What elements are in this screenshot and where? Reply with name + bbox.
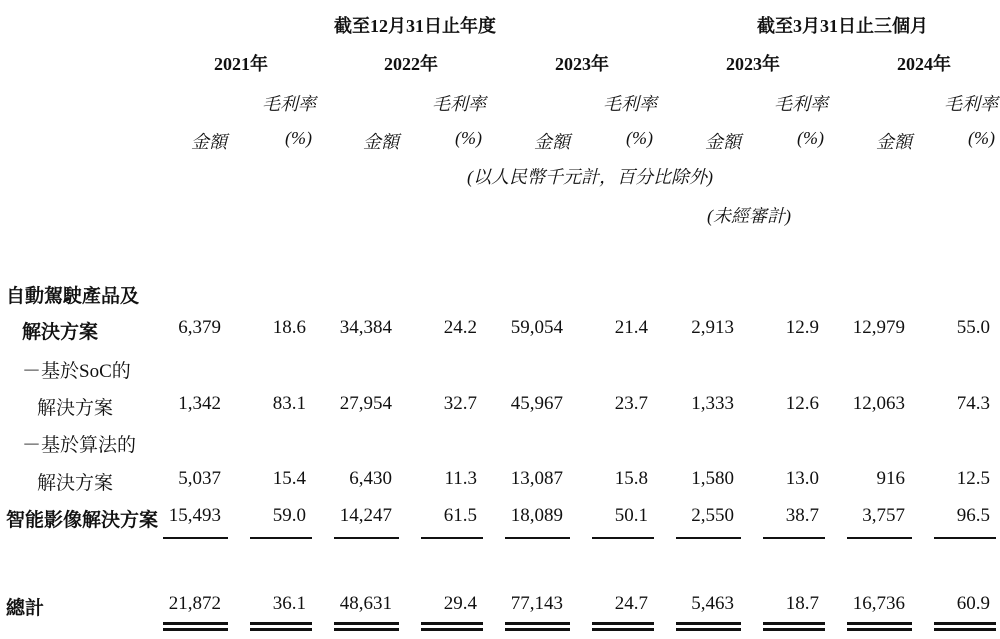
percent-header: (%) <box>797 128 824 148</box>
gross-margin-header: 毛利率 <box>432 94 486 114</box>
header-year-group: 截至12月31日止年度 <box>334 16 496 36</box>
total-double-rule <box>934 628 996 631</box>
amount-header: 金額 <box>191 132 227 152</box>
currency-note: (以人民幣千元計，百分比除外) <box>467 167 713 187</box>
year-2023: 2023年 <box>555 54 609 74</box>
table-cell: 74.3 <box>956 393 990 414</box>
year-2023-q: 2023年 <box>726 54 780 74</box>
table-cell: 15,493 <box>168 505 221 526</box>
table-cell: 45,967 <box>510 393 563 414</box>
table-cell: 60.9 <box>956 593 990 614</box>
header-quarter-group: 截至3月31日止三個月 <box>757 16 928 36</box>
total-double-rule <box>250 628 312 631</box>
table-cell: 38.7 <box>785 505 819 526</box>
percent-header: (%) <box>626 128 653 148</box>
table-cell: 50.1 <box>614 505 648 526</box>
total-double-rule <box>847 622 912 625</box>
subtotal-rule <box>763 537 825 539</box>
table-cell: 24.2 <box>443 317 477 338</box>
table-cell: 77,143 <box>510 593 563 614</box>
table-cell: 1,580 <box>691 468 734 489</box>
table-cell: 61.5 <box>443 505 477 526</box>
subtotal-rule <box>505 537 570 539</box>
table-cell: 5,463 <box>691 593 734 614</box>
amount-header: 金額 <box>363 132 399 152</box>
total-double-rule <box>421 628 483 631</box>
table-cell: 6,430 <box>349 468 392 489</box>
row-label-imaging: 智能影像解決方案 <box>6 510 159 531</box>
amount-header: 金額 <box>534 132 570 152</box>
gross-margin-header: 毛利率 <box>944 94 998 114</box>
table-cell: 29.4 <box>443 593 477 614</box>
total-double-rule <box>763 628 825 631</box>
table-cell: 16,736 <box>852 593 905 614</box>
table-cell: 24.7 <box>614 593 648 614</box>
row-label-soc: －基於SoC的 <box>22 361 131 382</box>
table-cell: 6,379 <box>178 317 221 338</box>
table-cell: 13,087 <box>510 468 563 489</box>
table-cell: 18,089 <box>510 505 563 526</box>
total-double-rule <box>505 622 570 625</box>
table-cell: 12.5 <box>956 468 990 489</box>
table-cell: 12,063 <box>852 393 905 414</box>
table-cell: 12.6 <box>785 393 819 414</box>
total-double-rule <box>163 622 228 625</box>
total-double-rule <box>592 622 654 625</box>
total-double-rule <box>250 622 312 625</box>
total-double-rule <box>676 622 741 625</box>
year-2024-q: 2024年 <box>897 54 951 74</box>
unaudited-note: (未經審計) <box>707 206 791 226</box>
percent-header: (%) <box>968 128 995 148</box>
total-double-rule <box>334 622 399 625</box>
gross-margin-header: 毛利率 <box>774 94 828 114</box>
row-label-total: 總計 <box>6 598 45 619</box>
table-cell: 12.9 <box>785 317 819 338</box>
gross-margin-header: 毛利率 <box>262 94 316 114</box>
table-cell: 21,872 <box>168 593 221 614</box>
table-cell: 2,550 <box>691 505 734 526</box>
subtotal-rule <box>592 537 654 539</box>
table-cell: 48,631 <box>339 593 392 614</box>
table-cell: 12,979 <box>852 317 905 338</box>
total-double-rule <box>163 628 228 631</box>
table-cell: 59.0 <box>272 505 306 526</box>
row-label-algo: －基於算法的 <box>22 435 137 456</box>
table-cell: 32.7 <box>443 393 477 414</box>
subtotal-rule <box>163 537 228 539</box>
row-label-autonomous-cont: 解決方案 <box>22 322 99 343</box>
table-cell: 916 <box>876 468 905 489</box>
row-label-soc-cont: 解決方案 <box>37 398 114 419</box>
table-cell: 18.7 <box>785 593 819 614</box>
table-cell: 55.0 <box>956 317 990 338</box>
table-cell: 1,342 <box>178 393 221 414</box>
amount-header: 金額 <box>705 132 741 152</box>
table-cell: 5,037 <box>178 468 221 489</box>
table-cell: 1,333 <box>691 393 734 414</box>
total-double-rule <box>505 628 570 631</box>
gross-margin-header: 毛利率 <box>603 94 657 114</box>
year-2021: 2021年 <box>214 54 268 74</box>
table-cell: 59,054 <box>510 317 563 338</box>
subtotal-rule <box>934 537 996 539</box>
table-cell: 36.1 <box>272 593 306 614</box>
table-cell: 3,757 <box>862 505 905 526</box>
table-cell: 15.8 <box>614 468 648 489</box>
table-cell: 96.5 <box>956 505 990 526</box>
total-double-rule <box>334 628 399 631</box>
total-double-rule <box>847 628 912 631</box>
year-2022: 2022年 <box>384 54 438 74</box>
total-double-rule <box>934 622 996 625</box>
subtotal-rule <box>250 537 312 539</box>
table-cell: 2,913 <box>691 317 734 338</box>
row-label-algo-cont: 解決方案 <box>37 473 114 494</box>
row-label-autonomous: 自動駕駛產品及 <box>6 286 140 307</box>
table-cell: 21.4 <box>614 317 648 338</box>
subtotal-rule <box>421 537 483 539</box>
table-cell: 23.7 <box>614 393 648 414</box>
percent-header: (%) <box>285 128 312 148</box>
table-cell: 34,384 <box>339 317 392 338</box>
amount-header: 金額 <box>876 132 912 152</box>
table-cell: 27,954 <box>339 393 392 414</box>
subtotal-rule <box>334 537 399 539</box>
total-double-rule <box>592 628 654 631</box>
table-cell: 13.0 <box>785 468 819 489</box>
table-cell: 83.1 <box>272 393 306 414</box>
table-cell: 15.4 <box>272 468 306 489</box>
table-cell: 14,247 <box>339 505 392 526</box>
percent-header: (%) <box>455 128 482 148</box>
table-cell: 18.6 <box>272 317 306 338</box>
table-cell: 11.3 <box>444 468 477 489</box>
total-double-rule <box>676 628 741 631</box>
subtotal-rule <box>676 537 741 539</box>
total-double-rule <box>421 622 483 625</box>
total-double-rule <box>763 622 825 625</box>
subtotal-rule <box>847 537 912 539</box>
